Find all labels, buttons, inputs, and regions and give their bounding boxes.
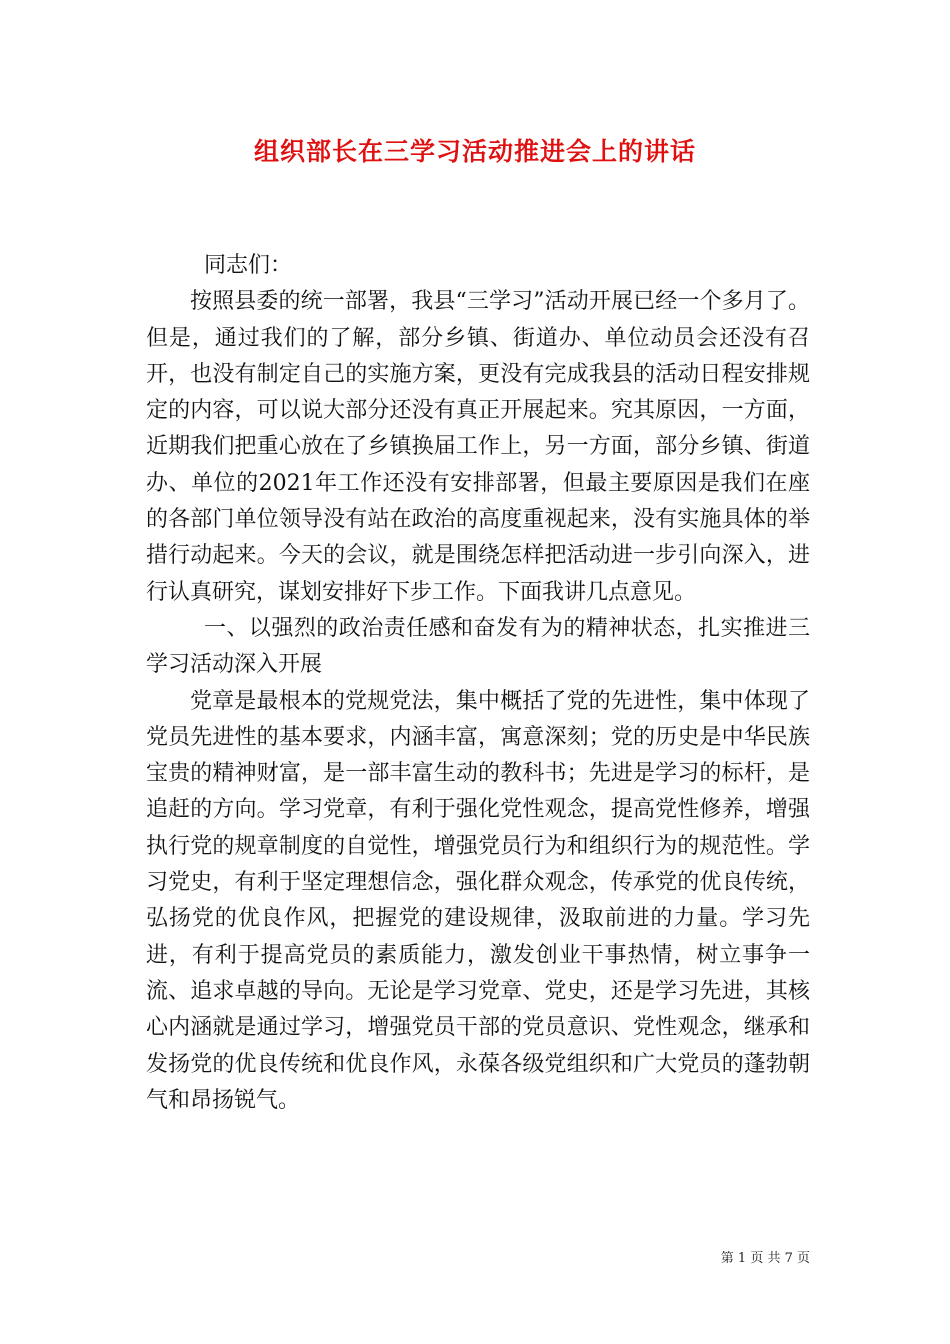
- paragraph-body: 党章是最根本的党规党法，集中概括了党的先进性，集中体现了党员先进性的基本要求，内涵丰富，寓意深刻；党的历史是中华民族宝贵的精神财富，是一部丰富生动的教科书；先进是学习的标杆，是追赶的方向。学习党章，有利于强化党性观念，提高党性修养，增强执行党的规章制度的自觉性，增强党员行为和组织行为的规范性。学习党史，有利于坚定理想信念，强化群众观念，传承党的优良传统，弘扬党的优良作风，把握党的建设规律，汲取前进的力量。学习先进，有利于提高党员的素质能力，激发创业干事热情，树立事争一流、追求卓越的导向。无论是学习党章、党史，还是学习先进，其核心内涵就是通过学习，增强党员干部的党员意识、党性观念，继承和发扬党的优良传统和优良作风，永葆各级党组织和广大党员的蓬勃朝气和昂扬锐气。: [146, 688, 810, 1113]
- page-number: 第 1 页 共 7 页: [720, 1251, 810, 1266]
- document-title: 组织部长在三学习活动推进会上的讲话: [253, 137, 696, 166]
- document-body: [146, 248, 810, 1119]
- section-heading-1: 一、以强烈的政治责任感和奋发有为的精神状态，扎实推进三学习活动深入开展: [146, 615, 810, 678]
- paragraph-intro: 按照县委的统一部署，我县“三学习”活动开展已经一个多月了。但是，通过我们的了解，部分乡镇、街道办、单位动员会还没有召开，也没有制定自己的实施方案，更没有完成我县的活动日程安排规定的内容，可以说大部分还没有真正开展起来。究其原因，一方面，近期我们把重心放在了乡镇换届工作上，另一方面，部分乡镇、街道办、单位的2021年工作还没有安排部署，但最主要原因是我们在座的各部门单位领导没有站在政治的高度重视起来，没有实施具体的举措行动起来。今天的会议，就是围绕怎样把活动进一步引向深入，进行认真研究，谋划安排好下步工作。下面我讲几点意见。: [146, 289, 810, 605]
- greeting: 同志们：: [204, 253, 293, 278]
